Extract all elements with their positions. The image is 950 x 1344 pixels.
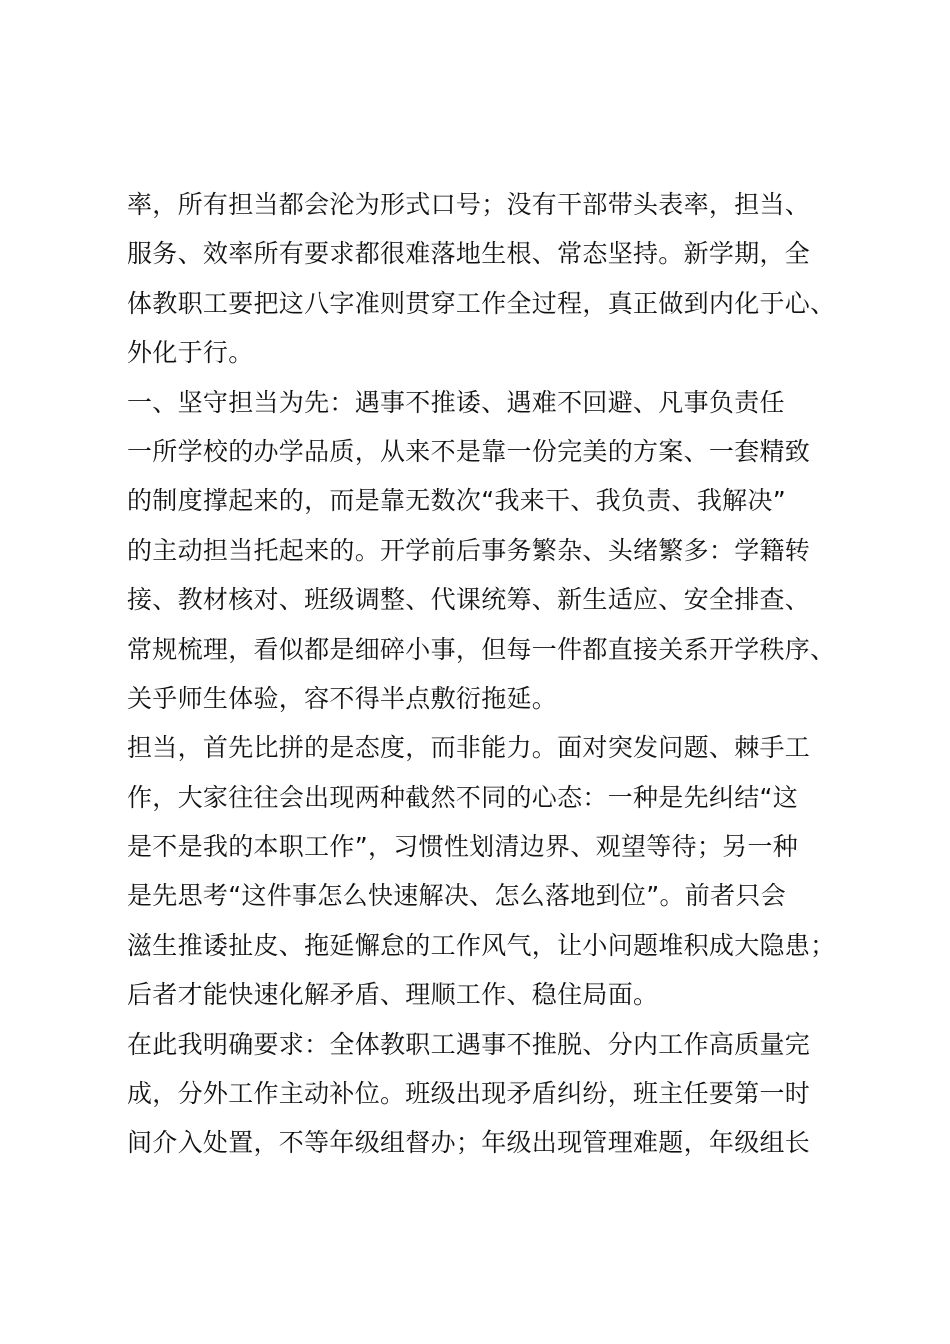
text-line: 滋生推诿扯皮、拖延懈怠的工作风气，让小问题堆积成大隐患； [127,930,836,960]
text-line: 一所学校的办学品质，从来不是靠一份完美的方案、一套精致 [127,436,811,466]
text-line: 是先思考“这件事怎么快速解决、怎么落地到位”。前者只会 [127,881,787,911]
text-line: 外化于行。 [127,338,254,368]
text-line: 体教职工要把这八字准则贯穿工作全过程，真正做到内化于心、 [127,288,836,318]
section-heading: 一、坚守担当为先：遇事不推诿、遇难不回避、凡事负责任 [127,387,785,417]
text-line: 在此我明确要求：全体教职工遇事不推脱、分内工作高质量完 [127,1029,811,1059]
text-line: 担当，首先比拼的是态度，而非能力。面对突发问题、棘手工 [127,733,811,763]
text-line: 间介入处置，不等年级组督办；年级出现管理难题，年级组长 [127,1128,811,1158]
text-line: 是不是我的本职工作”，习惯性划清边界、观望等待；另一种 [127,832,799,862]
text-line: 的主动担当托起来的。开学前后事务繁杂、头绪繁多：学籍转 [127,535,811,565]
text-line: 接、教材核对、班级调整、代课统筹、新生适应、安全排查、 [127,585,811,615]
text-line: 率，所有担当都会沦为形式口号；没有干部带头表率，担当、 [127,190,811,219]
text-line: 的制度撑起来的，而是靠无数次“我来干、我负责、我解决” [127,486,787,516]
text-line: 后者才能快速化解矛盾、理顺工作、稳住局面。 [127,980,659,1010]
text-line: 服务、效率所有要求都很难落地生根、常态坚持。新学期，全 [127,239,811,269]
text-line: 成，分外工作主动补位。班级出现矛盾纠纷，班主任要第一时 [127,1079,811,1109]
text-line: 常规梳理，看似都是细碎小事，但每一件都直接关系开学秩序、 [127,634,836,664]
body-text [127,180,867,1168]
text-line: 关乎师生体验，容不得半点敷衍拖延。 [127,683,558,713]
text-line: 作，大家往往会出现两种截然不同的心态：一种是先纠结“这 [127,782,799,812]
